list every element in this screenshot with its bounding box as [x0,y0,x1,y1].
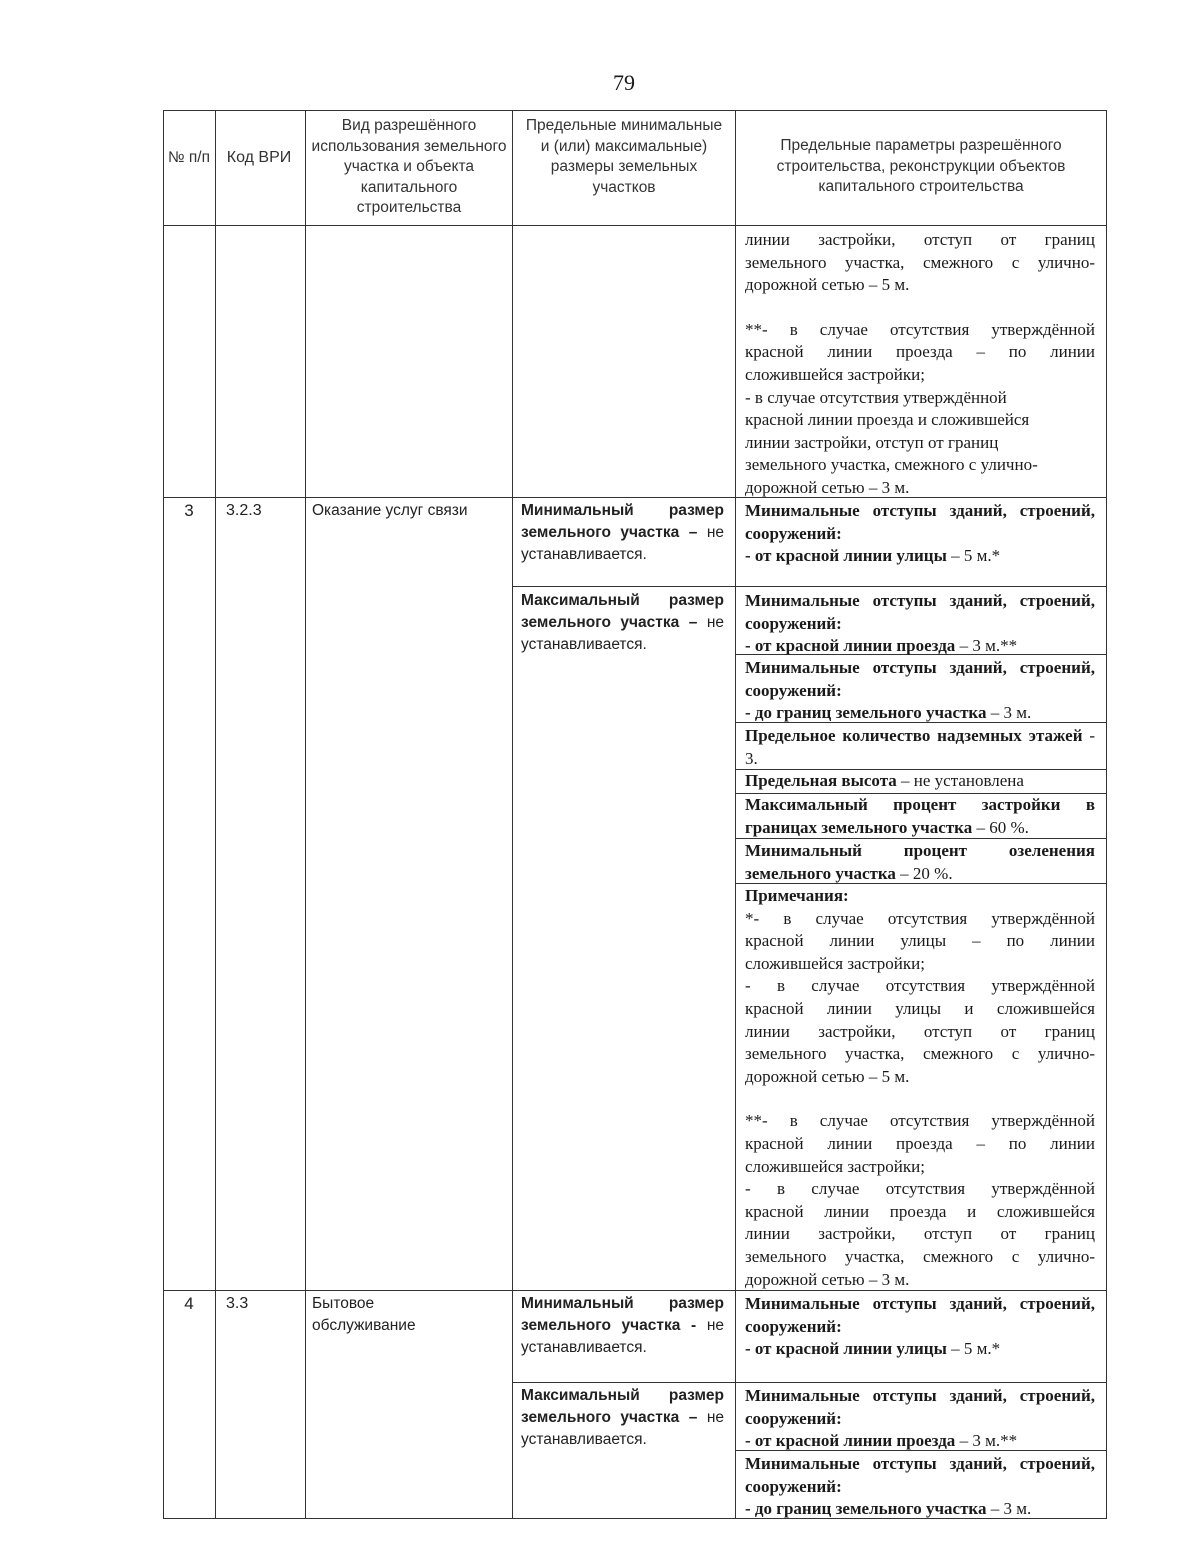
row4-param-setback-boundary [745,1453,1095,1521]
row3-max-size [521,590,724,656]
row3-max-size-label: Максимальный размер земельного участка – [521,592,724,631]
row3-min-size [521,500,724,566]
param-value: – 3 м. [986,1499,1032,1519]
notes-line: красной линии улицы – по линии [745,931,1095,951]
cont-line: сложившейся застройки; [745,364,925,384]
notes-title: Примечания: [745,886,849,905]
cont-line: красной линии проезда и сложившейся [745,410,1030,430]
param-sub: - от красной линии проезда [745,636,956,656]
row4-min-size [521,1293,724,1359]
notes-line: земельного участка, смежного с улично- [745,1246,1095,1266]
param-value: – 5 м.* [946,546,1001,566]
param-title: Предельное количество надземных этажей [745,726,1083,745]
row3-min-size-value: не устанавливается. [521,524,724,563]
param-title: Минимальные отступы зданий, строений, сооружений: [745,591,1095,633]
param-value: – 5 м.* [946,1339,1001,1359]
row4-min-size-value: не устанавливается. [521,1317,725,1356]
cont-line: земельного участка, смежного с улично- [745,455,1038,475]
param-title: Минимальные отступы зданий, строений, сооружений: [745,658,1095,700]
row4-max-size-label: Максимальный размер земельного участка – [521,1387,724,1426]
row3-use: Оказание услуг связи [312,502,468,519]
row3-param-greening [745,840,1095,885]
notes-line: - в случае отсутствия утверждённой [745,1179,1095,1199]
param-title: Минимальные отступы зданий, строений, сооружений: [745,501,1095,543]
header-code: Код ВРИ [226,149,292,166]
row4-use: Бытовое обслуживание [312,1295,416,1334]
param-title: Минимальный процент озеленения земельного участка [745,841,1095,883]
param-value: – 3 м. [986,703,1032,723]
notes-line: **- в случае отсутствия утверждённой [745,1111,1095,1131]
param-value: - 3. [745,726,1096,768]
cont-line: линии застройки, отступ от границ [745,432,999,452]
cont-line: дорожной сетью – 3 м. [745,477,910,497]
cont-line: красной линии проезда – по линии [745,342,1095,362]
header-use: Вид разрешённого использования земельного участка и объекта капитального строительства [311,117,507,216]
notes-line: красной линии проезда и сложившейся [745,1201,1095,1221]
cont-line: земельного участка, смежного с улично- [745,252,1095,272]
param-title: Предельная высота [745,771,897,790]
param-title: Минимальные отступы зданий, строений, сооружений: [745,1294,1095,1336]
cont-line: дорожной сетью – 5 м. [745,275,910,295]
notes-line: красной линии улицы и сложившейся [745,998,1095,1018]
param-sub: - от красной линии улицы [745,546,947,566]
row4-max-size [521,1385,724,1451]
param-value: – не установлена [896,771,1024,790]
param-value: – 3 м.** [955,636,1018,656]
row4-min-size-label: Минимальный размер земельного участка - [521,1295,724,1334]
row3-num: 3 [184,501,194,520]
param-title: Максимальный процент застройки в границах земельного участка [745,795,1095,837]
header-params: Предельные параметры разрешённого строительства, реконструкции объектов капитального строительства [776,137,1066,195]
row3-param-floors [745,725,1095,770]
row3-param-setback-boundary [745,657,1095,725]
header-num: № п/п [167,149,211,166]
notes-line: красной линии проезда – по линии [745,1133,1095,1153]
param-value: – 20 %. [895,863,953,883]
param-value: – 60 %. [972,817,1029,837]
row3-code: 3.2.3 [226,502,262,519]
cont-line: **- в случае отсутствия утверждённой [745,319,1095,339]
param-sub: - до границ земельного участка [745,1499,987,1519]
notes-line: *- в случае отсутствия утверждённой [745,908,1095,928]
param-value: – 3 м.** [955,1431,1018,1451]
row4-num: 4 [184,1294,194,1313]
param-sub: - от красной линии улицы [745,1339,947,1359]
param-sub: - до границ земельного участка [745,703,987,723]
row3-min-size-label: Минимальный размер земельного участка – [521,502,724,541]
row3-param-height [745,770,1095,793]
cont-line: - в случае отсутствия утверждённой [745,387,1007,407]
row3-max-size-value: не устанавливается. [521,614,724,653]
notes-line: - в случае отсутствия утверждённой [745,976,1095,996]
row4-code: 3.3 [226,1295,249,1312]
notes-line: дорожной сетью – 5 м. [745,1066,910,1086]
param-sub: - от красной линии проезда [745,1431,956,1451]
row3-param-setback-driveway [745,590,1095,658]
notes-line: сложившейся застройки; [745,1156,925,1176]
param-title: Минимальные отступы зданий, строений, сооружений: [745,1386,1095,1428]
header-size: Предельные минимальные и (или) максимальные) размеры земельных участков [525,117,723,196]
notes-line: земельного участка, смежного с улично- [745,1044,1095,1064]
notes-line: линии застройки, отступ от границ [745,1224,1095,1244]
row3-notes [745,885,1095,1291]
notes-line: линии застройки, отступ от границ [745,1021,1095,1041]
row3-param-coverage [745,794,1095,839]
notes-line: сложившейся застройки; [745,953,925,973]
cont-line: линии застройки, отступ от границ [745,230,1095,249]
notes-line: дорожной сетью – 3 м. [745,1269,910,1289]
param-title: Минимальные отступы зданий, строений, сооружений: [745,1454,1095,1496]
row4-param-setback-street [745,1293,1095,1361]
row4-max-size-value: не устанавливается. [521,1409,724,1448]
row4-param-setback-driveway [745,1385,1095,1453]
row3-param-setback-street [745,500,1095,568]
page-number: 79 [613,70,635,95]
continuation-notes [745,229,1095,500]
